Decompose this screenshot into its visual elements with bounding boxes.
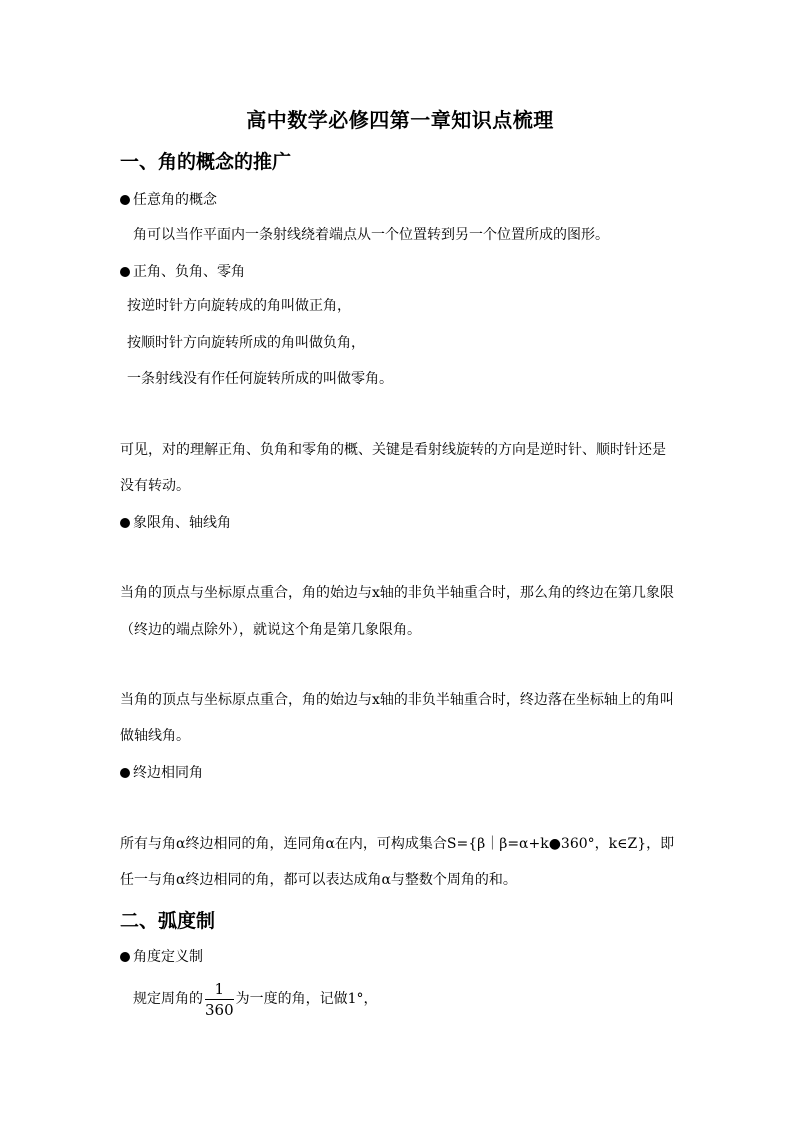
bullet-label: 任意角的概念 xyxy=(133,192,217,208)
bullet-pos-neg-zero xyxy=(120,262,245,282)
bullet-dot-icon xyxy=(120,518,130,528)
paragraph-line: 按逆时针方向旋转成的角叫做正角， xyxy=(127,298,351,314)
fraction-one-over-360 xyxy=(205,980,234,1019)
text-before-fraction: 规定周角的 xyxy=(133,991,203,1007)
paragraph-line: （终边的端点除外），就说这个角是第几象限角。 xyxy=(120,622,421,638)
section-heading-1: 一、角的概念的推广 xyxy=(120,151,292,173)
bullet-label: 象限角、轴线角 xyxy=(133,515,231,531)
bullet-any-angle xyxy=(120,190,217,210)
bullet-label: 正角、负角、零角 xyxy=(133,264,245,280)
paragraph-line: 没有转动。 xyxy=(120,478,190,494)
paragraph-line: 角可以当作平面内一条射线绕着端点从一个位置转到另一个位置所成的图形。 xyxy=(133,227,609,243)
bullet-label: 终边相同角 xyxy=(133,765,203,781)
bullet-dot-icon xyxy=(120,267,130,277)
fraction-numerator: 1 xyxy=(205,980,234,1000)
paragraph-line: 当角的顶点与坐标原点重合，角的始边与x轴的非负半轴重合时，那么角的终边在第几象限 xyxy=(120,585,674,601)
paragraph-line: 做轴线角。 xyxy=(120,728,190,744)
paragraph-line: 按顺时针方向旋转所成的角叫做负角， xyxy=(127,335,365,351)
section-heading-2: 二、弧度制 xyxy=(120,910,216,932)
bullet-degree-definition xyxy=(120,947,203,967)
text-after-fraction: 为一度的角，记做1°， xyxy=(235,991,378,1007)
paragraph-line: 可见，对的理解正角、负角和零角的概、关键是看射线旋转的方向是逆时针、顺时针还是 xyxy=(120,442,666,458)
paragraph-line: 当角的顶点与坐标原点重合，角的始边与x轴的非负半轴重合时，终边落在坐标轴上的角叫 xyxy=(120,692,674,708)
paragraph-line: 任一与角α终边相同的角，都可以表达成角α与整数个周角的和。 xyxy=(120,872,517,888)
paragraph-line: 一条射线没有作任何旋转所成的叫做零角。 xyxy=(127,371,393,387)
bullet-dot-icon xyxy=(120,768,130,778)
paragraph-line: 所有与角α终边相同的角，连同角α在内，可构成集合S={β｜β=α+k●360°，k∈Z}，即 xyxy=(120,836,675,852)
bullet-dot-icon xyxy=(120,952,130,962)
bullet-coterminal-angle xyxy=(120,763,203,783)
page-title: 高中数学必修四第一章知识点梳理 xyxy=(246,108,554,132)
fraction-denominator: 360 xyxy=(205,1000,234,1019)
bullet-label: 角度定义制 xyxy=(133,949,203,965)
degree-definition-line xyxy=(133,979,378,1019)
bullet-dot-icon xyxy=(120,195,130,205)
bullet-quadrant-angle xyxy=(120,513,231,533)
